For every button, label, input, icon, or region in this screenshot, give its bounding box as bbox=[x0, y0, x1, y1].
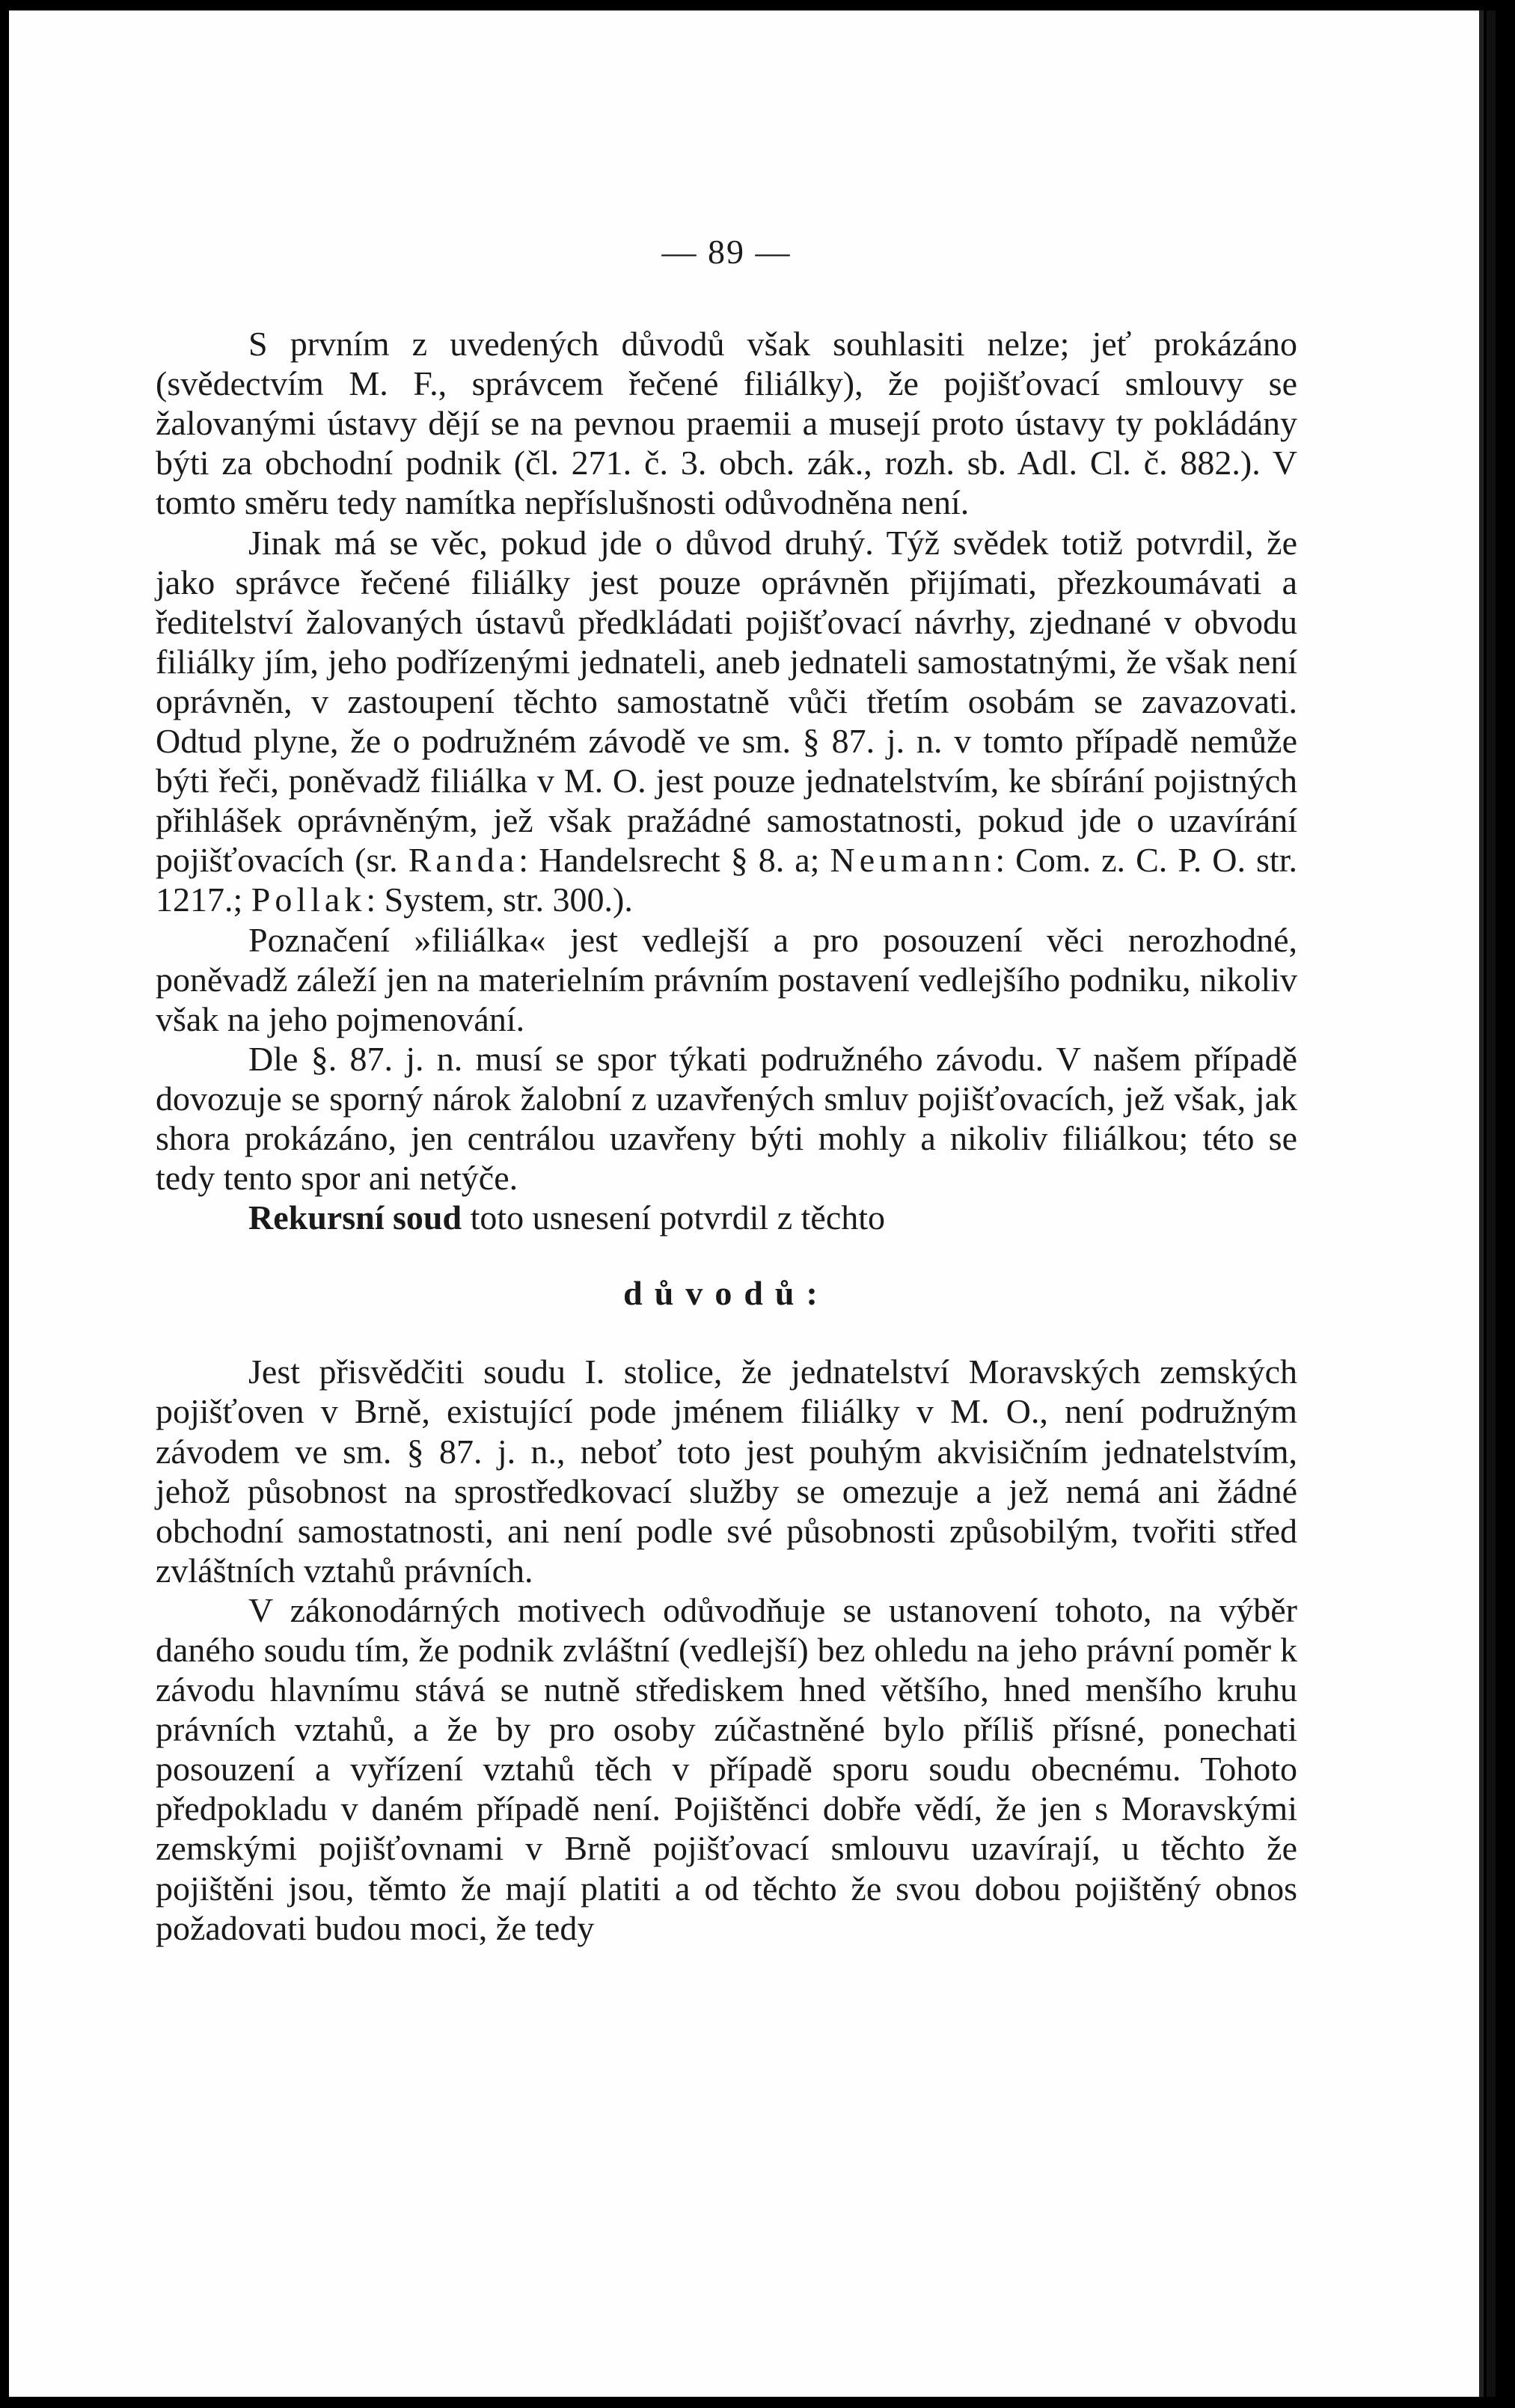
page-body bbox=[156, 232, 1297, 1948]
page-number: — 89 — bbox=[661, 233, 792, 271]
paragraph-jest-prisvedciti: Jest přisvědčiti soudu I. stolice, že jednatelství Moravských zemských pojišťoven v Brně, existující pode jménem filiálky v M. O., není podružným závodem ve sm. § 87. j. n., neboť toto jest pouhým akvisičním jednatelstvím, jehož působnost na sprostředkovací služby se omezuje a jež nemá ani žádné obchodní samostatnosti, ani není podle své působnosti způsobilým, tvořiti střed zvláštních vztahů právních. bbox=[156, 1352, 1297, 1590]
section-heading-duvody: důvodů: bbox=[623, 1274, 830, 1313]
citation-pollak: : System, str. 300.). bbox=[366, 880, 633, 919]
rekursni-soud-label: Rekursní soud bbox=[248, 1198, 462, 1237]
paragraph-rekursni-soud bbox=[156, 1198, 1297, 1237]
author-pollak: Pollak bbox=[251, 880, 367, 919]
paragraph-dle-87: Dle §. 87. j. n. musí se spor týkati podružného závodu. V našem případě dovozuje se sporný nárok žalobní z uzavřených smluv pojišťovacích, jež však, jak shora prokázáno, jen centrálou uzavřeny býti mohly a nikoliv filiálkou; této se tedy tento spor ani netýče. bbox=[156, 1039, 1297, 1198]
paragraph-second-reason bbox=[156, 523, 1297, 920]
rekursni-soud-text: toto usnesení potvrdil z těchto bbox=[462, 1198, 886, 1237]
citation-neumann: : Com. z. C. P. O. str. 1217.; bbox=[156, 841, 1297, 919]
paragraph-second-reason-text: Jinak má se věc, pokud jde o důvod druhý. Týž svědek totiž potvrdil, že jako správce řečené filiálky jest pouze oprávněn přijímati, přezkoumávati a ředitelství žalovaných ústavů předkládati pojišťovací návrhy, zjednané v obvodu filiálky jím, jeho podřízenými jednateli, aneb jednateli samostatnými, že však není oprávněn, v zastoupení těchto samostatně vůči třetím osobám se zavazovati. Odtud plyne, že o podružném závodě ve sm. § 87. j. n. v tomto případě nemůže býti řeči, poněvadž filiálka v M. O. jest pouze jednatelstvím, ke sbírání pojistných přihlášek oprávněným, jež však pražádné samostatnosti, pokud jde o uzavírání pojišťovacích (sr. bbox=[156, 523, 1297, 880]
author-neumann: Neumann bbox=[830, 841, 996, 880]
page-edge-shadow bbox=[1487, 10, 1496, 2397]
author-randa: Randa bbox=[408, 841, 519, 880]
scanned-page bbox=[9, 10, 1484, 2397]
paragraph-first-reason: S prvním z uvedených důvodů však souhlasiti nelze; jeť prokázáno (svědectvím M. F., správcem řečené filiálky), že pojišťovací smlouvy se žalovanými ústavy dějí se na pevnou praemii a musejí proto ústavy ty pokládány býti za obchodní podnik (čl. 271. č. 3. obch. zák., rozh. sb. Adl. Cl. č. 882.). V tomto směru tedy namítka nepříslušnosti odůvodněna není. bbox=[156, 325, 1297, 522]
paragraph-filialka-designation: Poznačení »filiálka« jest vedlejší a pro posouzení věci nerozhodné, poněvadž záleží jen na materielním právním postavení vedlejšího podniku, nikoliv však na jeho pojmenování. bbox=[156, 920, 1297, 1038]
citation-randa: : Handelsrecht § 8. a; bbox=[518, 841, 830, 880]
paragraph-zakonodarne-motivy: V zákonodárných motivech odůvodňuje se ustanovení tohoto, na výběr daného soudu tím, že podnik zvláštní (vedlejší) bez ohledu na jeho právní poměr k závodu hlavnímu stává se nutně střediskem hned většího, hned menšího kruhu právních vztahů, a že by pro osoby zúčastněné bylo příliš přísné, ponechati posouzení a vyřízení vztahů těch v případě sporu soudu obecnému. Tohoto předpokladu v daném případě není. Pojištěnci dobře vědí, že jen s Moravskými zemskými pojišťovnami v Brně pojišťovací smlouvu uzavírají, u těchto že pojištěni jsou, těmto že mají platiti a od těchto že svou dobou pojištěný obnos požadovati budou moci, že tedy bbox=[156, 1590, 1297, 1947]
